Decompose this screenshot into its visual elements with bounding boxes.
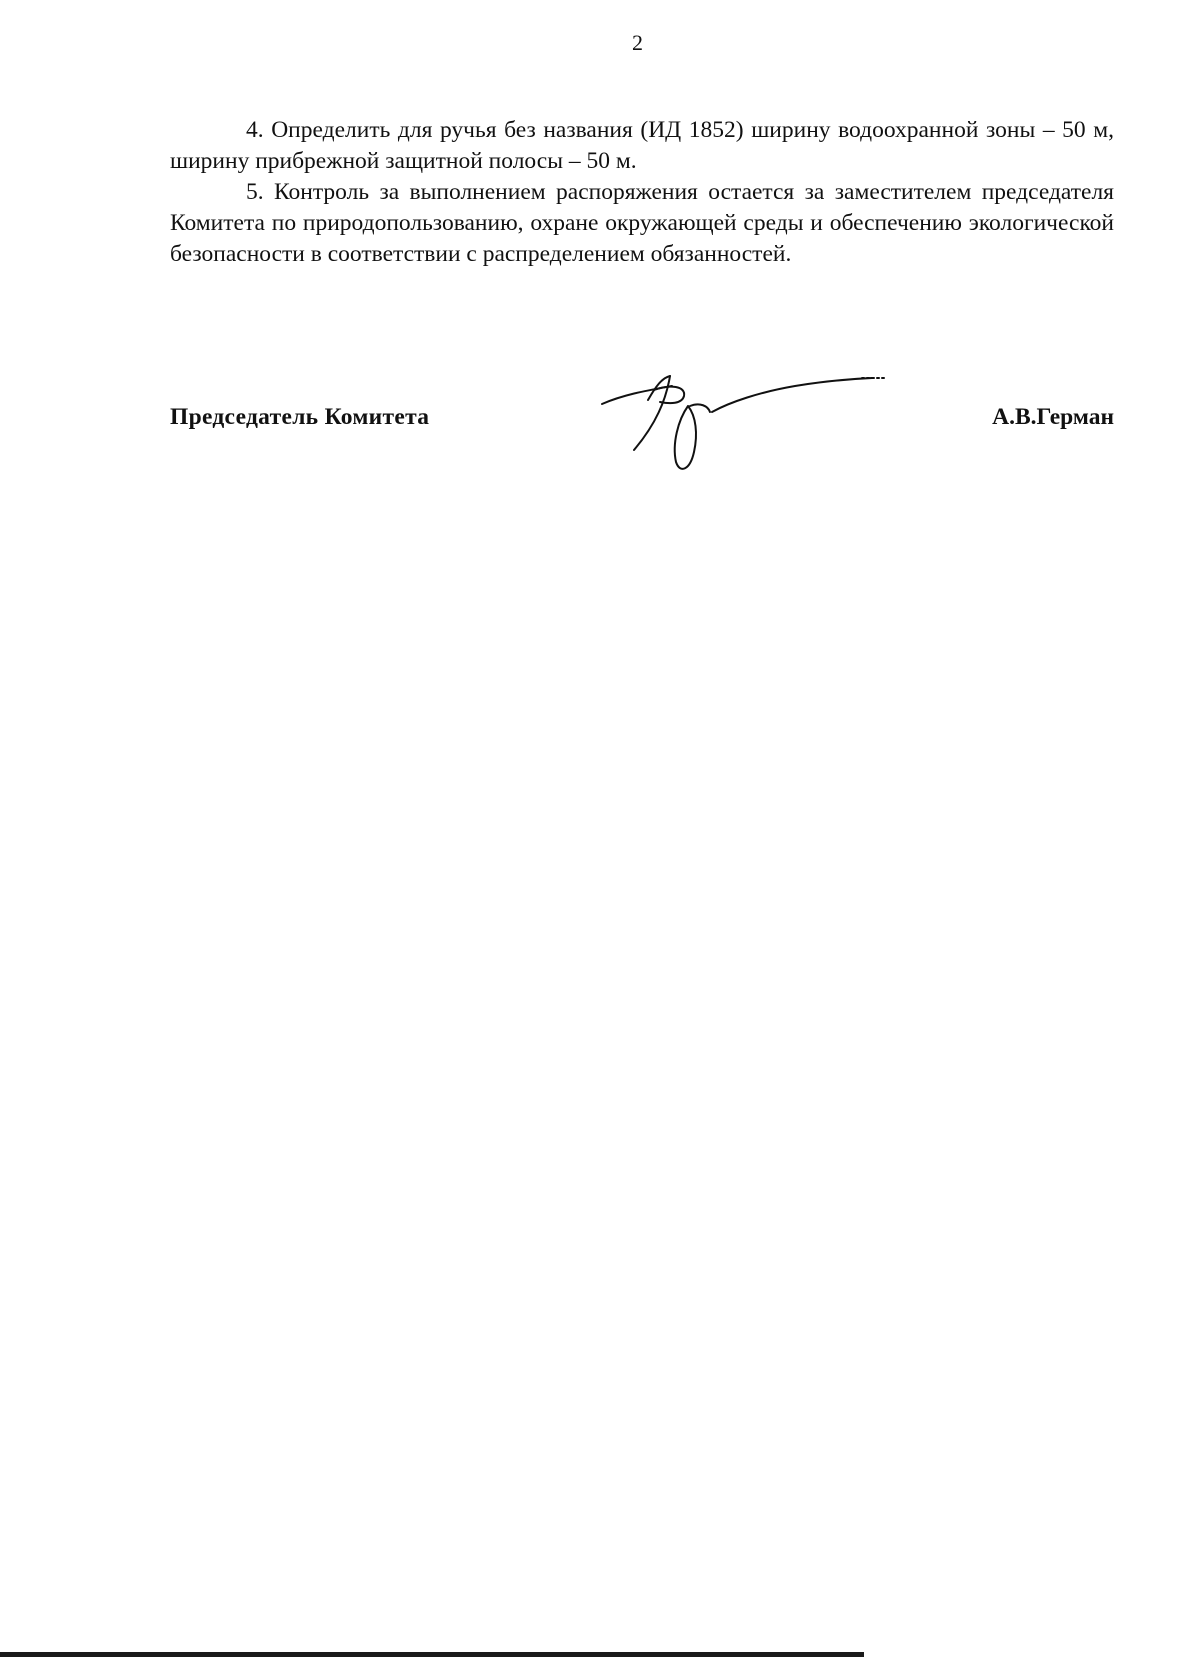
paragraph-item-4: 4. Определить для ручья без названия (ИД 1852) ширину водоохранной зоны – 50 м, ширину прибрежной защитной полосы – 50 м. bbox=[170, 117, 1114, 174]
paragraph-item-5: 5. Контроль за выполнением распоряжения остается за заместителем председателя Комитета по природопользованию, охране окружающей среды и обеспечению экологической безопасности в соответствии с распределением обязанностей. bbox=[170, 179, 1114, 267]
page-number: 2 bbox=[632, 30, 643, 55]
signatory-name: А.В.Герман bbox=[992, 404, 1114, 430]
signatory-title: Председатель Комитета bbox=[170, 404, 430, 430]
handwritten-signature-icon bbox=[590, 372, 890, 482]
signature-block bbox=[170, 372, 1114, 512]
document-body bbox=[170, 115, 1114, 270]
scan-edge-line bbox=[0, 1652, 864, 1657]
